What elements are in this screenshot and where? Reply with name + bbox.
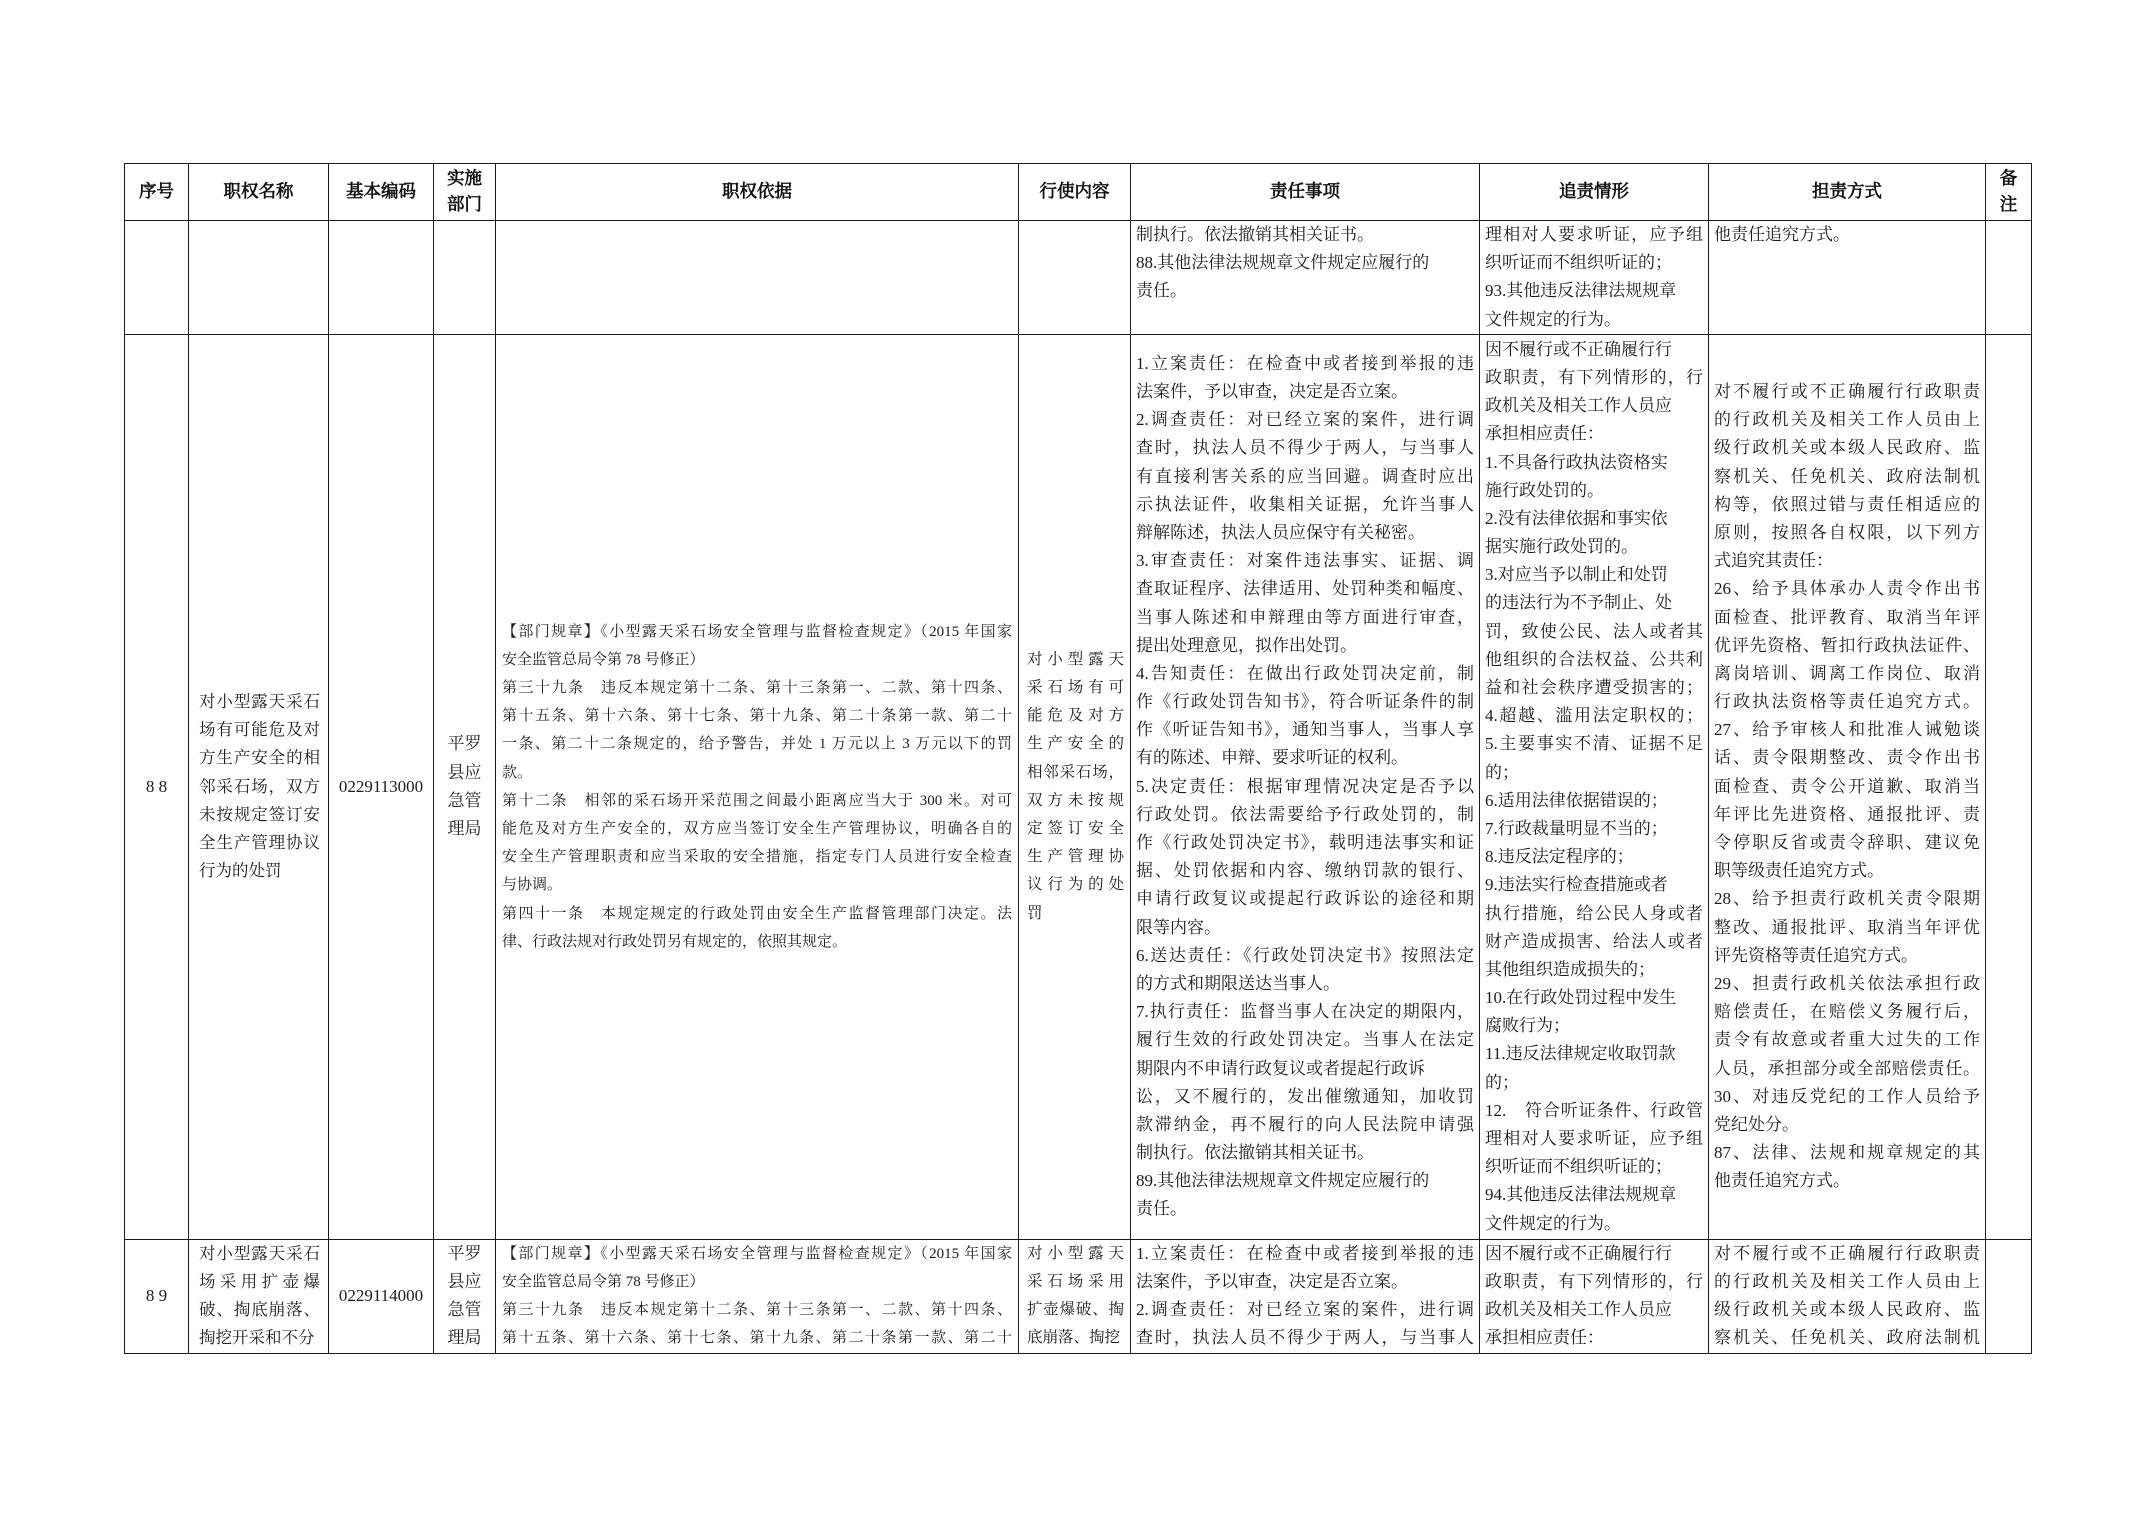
exercise-content-line: 能危及对方 bbox=[1027, 707, 1124, 725]
header-code-label: 基本编码 bbox=[346, 182, 416, 202]
responsibility-line: 作《听证告知书》，通知当事人，当事人享 bbox=[1136, 720, 1474, 740]
basis-line: 安全监管总局令第 78 号修正） bbox=[502, 1274, 705, 1291]
department-line: 理局 bbox=[447, 818, 482, 838]
liability-line: 式追究其责任： bbox=[1714, 551, 1833, 571]
cell-department bbox=[434, 221, 496, 335]
cell-responsibility bbox=[1131, 221, 1480, 335]
responsibility-line: 6.送达责任：《行政处罚决定书》按照法定 bbox=[1136, 945, 1474, 965]
power-name-line: 掏挖开采和不分 bbox=[199, 1328, 315, 1348]
responsibility-line: 4.告知责任：在做出行政处罚决定前，制 bbox=[1136, 663, 1474, 683]
responsibility-line: 履行生效的行政处罚决定。当事人在法定 bbox=[1136, 1030, 1474, 1050]
header-department bbox=[434, 164, 496, 221]
power-name-line: 对小型露天采石 bbox=[199, 692, 320, 712]
cell-remark bbox=[1986, 221, 2032, 335]
accountability-line: 施行政处罚的。 bbox=[1485, 480, 1604, 500]
department-line: 平罗 bbox=[447, 1243, 482, 1263]
department-line: 县应 bbox=[447, 762, 482, 782]
liability-line: 级行政机关或本级人民政府、监 bbox=[1714, 438, 1980, 458]
liability-text bbox=[1714, 378, 1980, 1195]
exercise-content-line: 底崩落、掏挖 bbox=[1027, 1329, 1121, 1347]
accountability-line: 2.没有法律依据和事实依 bbox=[1485, 508, 1668, 528]
department-line: 急管 bbox=[447, 790, 482, 810]
responsibility-line: 责任。 bbox=[1136, 281, 1187, 301]
responsibility-line: 据、处罚依据和内容、缴纳罚款的银行、 bbox=[1136, 861, 1474, 881]
cell-responsibility bbox=[1131, 1239, 1480, 1353]
header-code bbox=[329, 164, 434, 221]
liability-line: 党纪处分。 bbox=[1714, 1114, 1799, 1134]
responsibility-line: 法案件，予以审查，决定是否立案。 bbox=[1136, 1272, 1408, 1292]
table-row bbox=[125, 1239, 2032, 1353]
header-seq-label: 序号 bbox=[139, 182, 174, 202]
responsibility-line: 当事人陈述和申辩理由等方面进行审查， bbox=[1136, 607, 1474, 627]
basis-line: 第三十九条 违反本规定第十二条、第十三条第一、二款、第十四条、 bbox=[502, 680, 1012, 696]
liability-line: 26、给予具体承办人责令作出书 bbox=[1714, 579, 1980, 599]
power-name-line: 方生产安全的相 bbox=[199, 748, 320, 768]
accountability-text bbox=[1485, 221, 1703, 334]
accountability-line: 政机关及相关工作人员应 bbox=[1485, 1300, 1672, 1320]
basis-line: 律、行政法规对行政处罚另有规定的，依照其规定。 bbox=[502, 933, 848, 950]
header-remark-label bbox=[1991, 166, 2026, 218]
liability-line: 27、给予审核人和批准人诫勉谈 bbox=[1714, 720, 1980, 740]
power-name-line: 对小型露天采石 bbox=[199, 1243, 320, 1263]
liability-line: 察机关、任免机关、政府法制机 bbox=[1714, 1328, 1980, 1348]
liability-line: 87、法律、法规和规章规定的其 bbox=[1714, 1143, 1980, 1163]
liability-line: 察机关、任免机关、政府法制机 bbox=[1714, 466, 1980, 486]
accountability-line: 因不履行或不正确履行行 bbox=[1485, 339, 1672, 359]
liability-text bbox=[1714, 221, 1980, 249]
accountability-line: 织听证而不组织听证的； bbox=[1485, 1157, 1672, 1177]
serial-number: 8 8 bbox=[145, 776, 168, 796]
cell-power-name bbox=[189, 1239, 329, 1353]
header-liability bbox=[1709, 164, 1986, 221]
liability-line: 行政执法资格等责任追究方式。 bbox=[1714, 692, 1980, 712]
cell-liability bbox=[1709, 221, 1986, 335]
liability-line: 对不履行或不正确履行行政职责 bbox=[1714, 1243, 1980, 1263]
responsibility-line: 3.审查责任：对案件违法事实、证据、调 bbox=[1136, 551, 1474, 571]
responsibility-line: 5.决定责任：根据审理情况决定是否予以 bbox=[1136, 776, 1474, 796]
liability-line: 构等，依照过错与责任相适应的 bbox=[1714, 494, 1980, 514]
accountability-line: 财产造成损害、给法人或者 bbox=[1485, 931, 1703, 951]
liability-line: 赔偿责任，在赔偿义务履行后， bbox=[1714, 1002, 1980, 1022]
exercise-content-line: 罚 bbox=[1027, 904, 1043, 922]
accountability-line: 织听证而不组织听证的； bbox=[1485, 253, 1672, 273]
responsibility-line: 查时，执法人员不得少于两人，与当事人 bbox=[1136, 438, 1474, 458]
responsibility-line: 申请行政复议或提起行政诉讼的途径和期 bbox=[1136, 889, 1474, 909]
responsibility-line: 期限内不申请行政复议或者提起行政诉 bbox=[1136, 1058, 1425, 1078]
power-name-line: 场采用扩壶爆 bbox=[199, 1272, 320, 1292]
accountability-line: 承担相应责任： bbox=[1485, 1328, 1604, 1348]
accountability-line: 承担相应责任： bbox=[1485, 424, 1604, 444]
cell-department bbox=[434, 1239, 496, 1353]
power-name-text bbox=[199, 688, 320, 885]
responsibility-line: 法案件，予以审查，决定是否立案。 bbox=[1136, 382, 1408, 402]
accountability-line: 11.违反法律规定收取罚款 bbox=[1485, 1044, 1676, 1064]
responsibility-line: 1.立案责任：在检查中或者接到举报的违 bbox=[1136, 353, 1474, 373]
table-header-row bbox=[125, 164, 2032, 221]
basis-line: 【部门规章】《小型露天采石场安全管理与监督检查规定》（2015 年国家 bbox=[502, 623, 1012, 640]
liability-line: 令停职反省或责令辞职、建议免 bbox=[1714, 833, 1980, 853]
department-line: 平罗 bbox=[447, 734, 482, 754]
responsibility-line: 1.立案责任：在检查中或者接到举报的违 bbox=[1136, 1243, 1474, 1263]
exercise-content-line: 采石场有可 bbox=[1027, 679, 1124, 696]
header-responsibility bbox=[1131, 164, 1480, 221]
cell-exercise-content bbox=[1019, 1239, 1131, 1353]
cell-remark bbox=[1986, 1239, 2032, 1353]
liability-line: 29、担责行政机关依法承担行政 bbox=[1714, 973, 1980, 993]
liability-line: 人员，承担部分或全部赔偿责任。 bbox=[1714, 1058, 1980, 1078]
exercise-content-line: 议行为的处 bbox=[1027, 876, 1124, 894]
accountability-line: 12. 符合听证条件、行政管 bbox=[1485, 1100, 1703, 1120]
cell-code bbox=[329, 1239, 434, 1353]
responsibility-line: 有的陈述、申辩、要求听证的权利。 bbox=[1136, 748, 1408, 768]
responsibility-line: 查时，执法人员不得少于两人，与当事人 bbox=[1136, 1328, 1474, 1348]
basis-line: 【部门规章】《小型露天采石场安全管理与监督检查规定》（2015 年国家 bbox=[502, 1245, 1012, 1262]
exercise-content-line: 生产管理协 bbox=[1027, 848, 1124, 866]
responsibility-line: 作《行政处罚告知书》，符合听证条件的制 bbox=[1136, 692, 1474, 712]
responsibility-line: 查取证程序、法律适用、处罚种类和幅度、 bbox=[1136, 579, 1474, 599]
cell-responsibility bbox=[1131, 334, 1480, 1239]
cell-seq bbox=[125, 1239, 189, 1353]
responsibility-line: 作《行政处罚决定书》，载明违法事实和证 bbox=[1136, 833, 1474, 853]
serial-number: 8 9 bbox=[145, 1286, 168, 1306]
liability-line: 年评比先进资格、通报批评、责 bbox=[1714, 804, 1980, 824]
liability-line: 优评先资格、暂扣行政执法证件、 bbox=[1714, 635, 1980, 655]
exercise-content-line: 对小型露天 bbox=[1027, 650, 1124, 668]
basis-line: 安全生产管理职责和应当采取的安全措施，指定专门人员进行安全检查 bbox=[502, 849, 1012, 866]
cell-basis bbox=[496, 1239, 1019, 1353]
responsibility-text bbox=[1136, 1240, 1474, 1353]
power-name-line: 行为的处罚 bbox=[199, 861, 282, 881]
accountability-line: 94.其他违反法律法规规章 bbox=[1485, 1185, 1677, 1205]
accountability-line: 的违法行为不予制止、处 bbox=[1485, 593, 1672, 613]
liability-line: 级行政机关或本级人民政府、监 bbox=[1714, 1300, 1980, 1320]
accountability-line: 据实施行政处罚的。 bbox=[1485, 537, 1638, 557]
accountability-line: 执行措施，给公民人身或者 bbox=[1485, 903, 1703, 923]
header-basis-label: 职权依据 bbox=[722, 182, 792, 202]
cell-exercise-content bbox=[1019, 221, 1131, 335]
liability-line: 原则，按照各自权限，以下列方 bbox=[1714, 522, 1980, 542]
responsibility-line: 7.执行责任：监督当事人在决定的期限内， bbox=[1136, 1002, 1474, 1022]
liability-line: 面检查、责令公开道歉、取消当 bbox=[1714, 776, 1980, 796]
accountability-text bbox=[1485, 336, 1703, 1238]
header-remark bbox=[1986, 164, 2032, 221]
accountability-line: 6.适用法律依据错误的； bbox=[1485, 790, 1668, 810]
header-exercise-content-label: 行使内容 bbox=[1039, 182, 1110, 202]
responsibility-line: 示执法证件，收集相关证据，允许当事人 bbox=[1136, 494, 1474, 514]
accountability-line: 7.行政裁量明显不当的； bbox=[1485, 818, 1668, 838]
responsibility-line: 讼，又不履行的，发出催缴通知，加收罚 bbox=[1136, 1086, 1474, 1106]
exercise-content-line: 定签订安全 bbox=[1027, 819, 1124, 837]
header-accountability-label: 追责情形 bbox=[1559, 182, 1629, 202]
department-line: 理局 bbox=[447, 1328, 482, 1348]
responsibility-line: 2.调查责任：对已经立案的案件，进行调 bbox=[1136, 410, 1474, 430]
accountability-line: 的； bbox=[1485, 762, 1519, 782]
exercise-content-line: 相邻采石场， bbox=[1027, 763, 1124, 781]
power-name-line: 破、掏底崩落、 bbox=[199, 1300, 320, 1320]
accountability-line: 因不履行或不正确履行行 bbox=[1485, 1243, 1672, 1263]
header-remark-line: 注 bbox=[1999, 195, 2018, 215]
accountability-line: 理相对人要求听证，应予组 bbox=[1485, 225, 1703, 244]
header-department-label bbox=[439, 166, 490, 218]
cell-department bbox=[434, 334, 496, 1239]
cell-exercise-content bbox=[1019, 334, 1131, 1239]
power-name-line: 邻采石场，双方 bbox=[199, 776, 320, 796]
accountability-line: 文件规定的行为。 bbox=[1485, 1213, 1621, 1233]
basis-line: 第十五条、第十六条、第十七条、第十九条、第二十条第一款、第二十 bbox=[502, 1330, 1012, 1347]
cell-accountability bbox=[1480, 221, 1709, 335]
exercise-content-line: 采石场采用 bbox=[1027, 1273, 1124, 1291]
power-name-text bbox=[199, 1240, 320, 1353]
responsibility-text bbox=[1136, 221, 1474, 306]
cell-accountability bbox=[1480, 334, 1709, 1239]
responsibility-line: 有直接利害关系的应当回避。调查时应出 bbox=[1136, 466, 1474, 486]
cell-code bbox=[329, 334, 434, 1239]
exercise-content-text bbox=[1027, 646, 1124, 928]
header-department-line: 实施 bbox=[447, 169, 482, 189]
basis-line: 能危及对方生产安全的，双方应当签订安全生产管理协议，明确各自的 bbox=[502, 820, 1012, 837]
header-liability-label: 担责方式 bbox=[1812, 182, 1882, 202]
cell-power-name bbox=[189, 334, 329, 1239]
basis-text bbox=[502, 618, 1012, 956]
responsibility-line: 责任。 bbox=[1136, 1199, 1187, 1219]
accountability-line: 10.在行政处罚过程中发生 bbox=[1485, 988, 1677, 1008]
liability-line: 职等级责任追究方式。 bbox=[1714, 861, 1884, 881]
liability-line: 整改、通报批评、取消当年评优 bbox=[1714, 917, 1980, 937]
accountability-line: 文件规定的行为。 bbox=[1485, 309, 1621, 329]
accountability-line: 5.主要事实不清、证据不足 bbox=[1485, 734, 1703, 754]
liability-line: 他责任追究方式。 bbox=[1714, 225, 1850, 244]
header-responsibility-label: 责任事项 bbox=[1270, 182, 1340, 202]
basis-line: 安全监管总局令第 78 号修正） bbox=[502, 651, 705, 668]
responsibility-line: 制执行。依法撤销其相关证书。 bbox=[1136, 1143, 1374, 1163]
responsibility-line: 限等内容。 bbox=[1136, 917, 1221, 937]
header-department-line: 部门 bbox=[447, 195, 482, 215]
header-accountability bbox=[1480, 164, 1709, 221]
liability-text bbox=[1714, 1240, 1980, 1353]
header-power-name bbox=[189, 164, 329, 221]
liability-line: 的行政机关及相关工作人员由上 bbox=[1714, 410, 1980, 430]
header-remark-line: 备 bbox=[1999, 169, 2018, 189]
accountability-line: 9.违法实行检查措施或者 bbox=[1485, 875, 1668, 895]
responsibility-line: 2.调查责任：对已经立案的案件，进行调 bbox=[1136, 1300, 1474, 1320]
cell-basis bbox=[496, 334, 1019, 1239]
table-row bbox=[125, 334, 2032, 1239]
liability-line: 对不履行或不正确履行行政职责 bbox=[1714, 382, 1980, 402]
header-power-name-label: 职权名称 bbox=[223, 182, 294, 202]
cell-basis bbox=[496, 221, 1019, 335]
department-line: 县应 bbox=[447, 1272, 482, 1292]
accountability-line: 政机关及相关工作人员应 bbox=[1485, 396, 1672, 416]
accountability-line: 理相对人要求听证，应予组 bbox=[1485, 1129, 1703, 1148]
basis-line: 款。 bbox=[502, 764, 533, 781]
liability-line: 评先资格等责任追究方式。 bbox=[1714, 945, 1918, 965]
accountability-line: 腐败行为； bbox=[1485, 1016, 1570, 1036]
responsibility-list-table bbox=[124, 163, 2032, 1354]
basis-line: 第十五条、第十六条、第十七条、第十九条、第二十条第一款、第二十 bbox=[502, 708, 1012, 725]
accountability-line: 政职责，有下列情形的，行 bbox=[1485, 1272, 1703, 1292]
responsibility-line: 辩解陈述，执法人员应保守有关秘密。 bbox=[1136, 522, 1425, 542]
cell-remark bbox=[1986, 334, 2032, 1239]
cell-liability bbox=[1709, 334, 1986, 1239]
header-seq bbox=[125, 164, 189, 221]
responsibility-line: 89.其他法律法规规章文件规定应履行的 bbox=[1136, 1171, 1430, 1191]
liability-line: 责令有故意或者重大过失的工作 bbox=[1714, 1030, 1980, 1050]
liability-line: 的行政机关及相关工作人员由上 bbox=[1714, 1272, 1980, 1292]
liability-line: 28、给予担责行政机关责令限期 bbox=[1714, 889, 1980, 909]
exercise-content-line: 生产安全的 bbox=[1027, 735, 1124, 753]
table-row bbox=[125, 221, 2032, 335]
department-text bbox=[439, 1240, 490, 1353]
header-exercise-content bbox=[1019, 164, 1131, 221]
accountability-line: 93.其他违反法律法规规章 bbox=[1485, 281, 1677, 301]
header-basis bbox=[496, 164, 1019, 221]
cell-seq bbox=[125, 334, 189, 1239]
responsibility-line: 款滞纳金，再不履行的向人民法院申请强 bbox=[1136, 1114, 1474, 1134]
basic-code: 0229114000 bbox=[338, 1286, 424, 1306]
department-line: 急管 bbox=[447, 1300, 482, 1320]
responsibility-line: 88.其他法律法规规章文件规定应履行的 bbox=[1136, 253, 1430, 273]
accountability-line: 其他组织造成损失的； bbox=[1485, 959, 1655, 979]
liability-line: 话、责令限期整改、责令作出书 bbox=[1714, 748, 1980, 768]
liability-line: 离岗培训、调离工作岗位、取消 bbox=[1714, 663, 1980, 683]
power-name-line: 全生产管理协议 bbox=[199, 833, 320, 853]
power-name-line: 未按规定签订安 bbox=[199, 804, 320, 824]
exercise-content-line: 双方未按规 bbox=[1027, 791, 1124, 809]
exercise-content-line: 对小型露天 bbox=[1027, 1244, 1124, 1262]
accountability-line: 4.超越、滥用法定职权的； bbox=[1485, 706, 1703, 726]
responsibility-line: 的方式和期限送达当事人。 bbox=[1136, 973, 1340, 993]
responsibility-line: 制执行。依法撤销其相关证书。 bbox=[1136, 225, 1374, 244]
responsibility-line: 行政处罚。依法需要给予行政处罚的，制 bbox=[1136, 804, 1474, 824]
accountability-line: 的； bbox=[1485, 1072, 1519, 1092]
basis-line: 第十二条 相邻的采石场开采范围之间最小距离应当大于 300 米。对可 bbox=[502, 792, 1012, 809]
basis-line: 第三十九条 违反本规定第十二条、第十三条第一、二款、第十四条、 bbox=[502, 1302, 1012, 1319]
cell-code bbox=[329, 221, 434, 335]
liability-line: 面检查、批评教育、取消当年评 bbox=[1714, 607, 1980, 627]
accountability-line: 他组织的合法权益、公共利 bbox=[1485, 649, 1703, 669]
department-text bbox=[439, 730, 490, 843]
cell-seq bbox=[125, 221, 189, 335]
accountability-line: 政职责，有下列情形的，行 bbox=[1485, 367, 1703, 387]
cell-liability bbox=[1709, 1239, 1986, 1353]
accountability-line: 罚，致使公民、法人或者其 bbox=[1485, 621, 1703, 641]
responsibility-line: 提出处理意见，拟作出处罚。 bbox=[1136, 635, 1357, 655]
basis-line: 第四十一条 本规定规定的行政处罚由安全生产监督管理部门决定。法 bbox=[502, 905, 1012, 922]
basis-line: 一条、第二十二条规定的，给予警告，并处 1 万元以上 3 万元以下的罚 bbox=[502, 736, 1012, 753]
power-name-line: 场有可能危及对 bbox=[199, 720, 320, 740]
responsibility-text bbox=[1136, 350, 1474, 1224]
accountability-line: 3.对应当予以制止和处罚 bbox=[1485, 565, 1668, 585]
basic-code: 0229113000 bbox=[338, 776, 424, 796]
exercise-content-text bbox=[1027, 1240, 1124, 1353]
accountability-text bbox=[1485, 1240, 1703, 1353]
exercise-content-line: 扩壶爆破、掏 bbox=[1027, 1301, 1124, 1319]
liability-line: 他责任追究方式。 bbox=[1714, 1171, 1850, 1191]
basis-text bbox=[502, 1240, 1012, 1353]
accountability-line: 1.不具备行政执法资格实 bbox=[1485, 452, 1668, 472]
cell-power-name bbox=[189, 221, 329, 335]
accountability-line: 8.违反法定程序的； bbox=[1485, 847, 1634, 867]
accountability-line: 益和社会秩序遭受损害的； bbox=[1485, 678, 1703, 697]
basis-line: 与协调。 bbox=[502, 877, 563, 894]
cell-accountability bbox=[1480, 1239, 1709, 1353]
liability-line: 30、对违反党纪的工作人员给予 bbox=[1714, 1086, 1980, 1106]
